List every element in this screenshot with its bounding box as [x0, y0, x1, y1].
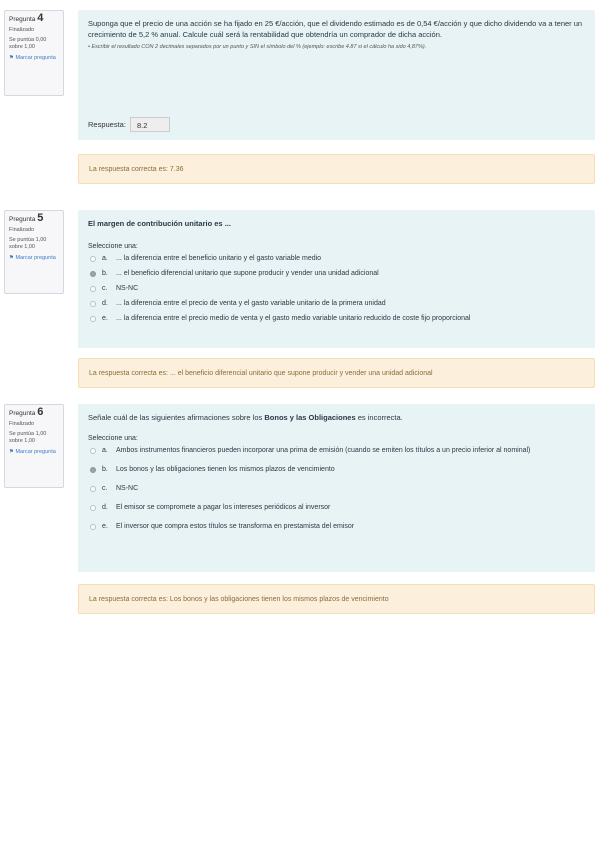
question-info-6 [4, 404, 64, 488]
question-box-4 [78, 10, 595, 140]
question-text: Suponga que el precio de una acción se ha fijado en 25 €/acción, que el dividendo estimado es de 0,54 €/acción y que dicho dividendo va a tener un crecimiento de 5,2 % anual. Calcule cuál será la rentabilidad que obtendría un comprador de dicha acción. [88, 19, 583, 39]
option-c[interactable]: c. NS-NC [88, 284, 585, 294]
answer-input[interactable]: 8.2 [130, 117, 170, 132]
radio-button[interactable] [90, 486, 96, 492]
option-d[interactable]: d. El emisor se compromete a pagar los intereses periódicos al inversor [88, 503, 585, 513]
option-e[interactable]: e. ... la diferencia entre el precio medio de venta y el gasto medio variable unitario reducido de coste fijo proporcional [88, 314, 585, 324]
select-label: Seleccione una: [88, 435, 138, 442]
flag-question-link[interactable]: ⚑ Marcar pregunta [9, 255, 56, 261]
option-a[interactable]: a. ... la diferencia entre el beneficio unitario y el gasto variable medio [88, 254, 585, 264]
radio-button[interactable] [90, 286, 96, 292]
feedback-box-5 [78, 358, 595, 388]
answer-label: Respuesta: [88, 120, 126, 129]
option-b[interactable]: b. ... el beneficio diferencial unitario que supone producir y vender una unidad adicional [88, 269, 585, 279]
option-e[interactable]: e. El inversor que compra estos títulos se transforma en prestamista del emisor [88, 522, 585, 532]
option-d[interactable]: d. ... la diferencia entre el precio de venta y el gasto variable unitario de la primera unidad [88, 299, 585, 309]
question-info-4 [4, 10, 64, 96]
option-b[interactable]: b. Los bonos y las obligaciones tienen los mismos plazos de vencimiento [88, 465, 585, 475]
question-status: Finalizado [9, 421, 35, 427]
question-text: Señale cuál de las siguientes afirmaciones sobre los Bonos y las Obligaciones es incorrecta. [88, 413, 403, 422]
radio-button[interactable] [90, 524, 96, 530]
flag-question-link[interactable]: ⚑ Marcar pregunta [9, 449, 56, 455]
question-number: Pregunta 5 [9, 212, 44, 224]
question-box-5 [78, 210, 595, 348]
radio-button[interactable] [90, 505, 96, 511]
feedback-box-6 [78, 584, 595, 614]
question-text: El margen de contribución unitario es ... [88, 219, 231, 228]
correct-answer-text: La respuesta correcta es: 7.36 [89, 165, 184, 173]
radio-button-selected[interactable] [90, 271, 96, 277]
radio-button[interactable] [90, 448, 96, 454]
question-number: Pregunta 4 [9, 12, 44, 24]
question-status: Finalizado [9, 27, 35, 33]
answer-row [88, 117, 170, 132]
question-score: Se puntúa 1,00 sobre 1,00 [9, 237, 47, 250]
question-number: Pregunta 6 [9, 406, 44, 418]
option-c[interactable]: c. NS-NC [88, 484, 585, 494]
flag-question-link[interactable]: ⚑ Marcar pregunta [9, 55, 56, 61]
correct-answer-text: La respuesta correcta es: ... el beneficio diferencial unitario que supone producir y vender una unidad adicional [89, 369, 433, 377]
bullet-icon: • [88, 44, 90, 50]
question-status: Finalizado [9, 227, 35, 233]
flag-icon: ⚑ [9, 255, 14, 261]
radio-button[interactable] [90, 316, 96, 322]
question-box-6 [78, 404, 595, 572]
radio-button[interactable] [90, 256, 96, 262]
feedback-box-4 [78, 154, 595, 184]
question-info-5 [4, 210, 64, 294]
question-score: Se puntúa 1,00 sobre 1,00 [9, 431, 47, 444]
select-label: Seleccione una: [88, 243, 138, 250]
radio-button-selected[interactable] [90, 467, 96, 473]
flag-icon: ⚑ [9, 449, 14, 455]
correct-answer-text: La respuesta correcta es: Los bonos y las obligaciones tienen los mismos plazos de vencimiento [89, 595, 389, 603]
option-a[interactable]: a. Ambos instrumentos financieros pueden incorporar una prima de emisión (cuando se emiten los títulos a un precio inferior al nominal) [88, 446, 585, 456]
question-note: • Escribir el resultado CON 2 decimales separados por un punto y SIN el símbolo del % (ejemplo: escribe 4.87 si el cálculo ha sido 4,87%). [88, 44, 427, 50]
flag-icon: ⚑ [9, 55, 14, 61]
question-score: Se puntúa 0,00 sobre 1,00 [9, 37, 47, 50]
radio-button[interactable] [90, 301, 96, 307]
